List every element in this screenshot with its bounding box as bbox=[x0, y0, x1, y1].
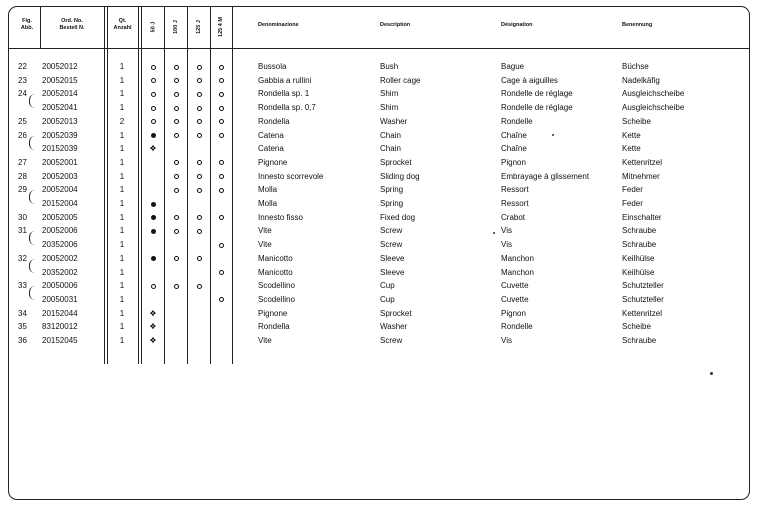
german-name: Scheibe bbox=[622, 116, 651, 126]
filled-dot-icon bbox=[151, 256, 156, 261]
english-name: Bush bbox=[380, 62, 399, 71]
quantity: 1 bbox=[119, 144, 125, 154]
order-number: 20152039 bbox=[42, 144, 78, 154]
model-applicability-mark bbox=[164, 156, 188, 170]
scan-speck bbox=[493, 232, 495, 234]
model-applicability-mark bbox=[187, 170, 211, 184]
model-applicability-mark bbox=[141, 279, 165, 293]
english-name: Screw bbox=[380, 240, 403, 250]
english-name: Shim bbox=[380, 103, 399, 113]
quantity: 1 bbox=[119, 75, 125, 85]
open-circle-icon bbox=[174, 215, 179, 220]
model-applicability-mark bbox=[141, 87, 165, 101]
quantity: 1 bbox=[119, 294, 125, 304]
german-name: Kettenritzel bbox=[622, 157, 663, 167]
model-applicability-mark bbox=[187, 156, 211, 170]
french-name: Vis bbox=[501, 336, 512, 345]
english-name: Sprocket bbox=[380, 308, 412, 318]
german-name: Keilhülse bbox=[622, 253, 655, 263]
model-applicability-mark bbox=[209, 115, 233, 129]
table-row bbox=[0, 74, 760, 88]
model-applicability-mark bbox=[164, 60, 188, 74]
french-name: Vis bbox=[501, 226, 512, 236]
scan-speck bbox=[552, 134, 554, 136]
order-number: 20052006 bbox=[42, 226, 78, 236]
model-header-label: 125 4 M bbox=[218, 17, 224, 37]
open-circle-icon bbox=[197, 92, 202, 97]
model-applicability-mark bbox=[141, 142, 165, 156]
quantity: 1 bbox=[119, 130, 125, 140]
filled-dot-icon bbox=[151, 202, 156, 207]
order-number: 20052014 bbox=[42, 89, 78, 99]
quantity-header-line: Qt. bbox=[118, 18, 127, 24]
english-name: Fixed dog bbox=[380, 212, 416, 222]
quantity: 1 bbox=[119, 308, 125, 318]
italian-name: Rondella sp. 1 bbox=[258, 89, 310, 99]
italian-name: Innesto scorrevole bbox=[258, 171, 324, 181]
open-circle-icon bbox=[174, 188, 179, 193]
french-name: Bague bbox=[501, 62, 525, 71]
model-applicability-mark bbox=[209, 129, 233, 143]
italian-name: Innesto fisso bbox=[258, 212, 303, 222]
open-circle-icon bbox=[174, 256, 179, 261]
open-circle-icon bbox=[219, 106, 224, 111]
german-name: Schraube bbox=[622, 336, 657, 345]
german-name: Schutzteller bbox=[622, 281, 664, 291]
model-applicability-mark bbox=[164, 252, 188, 266]
french-name: Manchon bbox=[501, 253, 534, 263]
german-name: Kette bbox=[622, 144, 641, 154]
fig-number: 34 bbox=[18, 308, 27, 318]
italian-name: Vite bbox=[258, 336, 272, 345]
quantity-header-line: Anzahl bbox=[113, 25, 132, 31]
order-number: 20052001 bbox=[42, 157, 78, 167]
quantity: 1 bbox=[119, 185, 125, 195]
model-applicability-mark bbox=[187, 87, 211, 101]
english-name: Washer bbox=[380, 322, 408, 332]
model-header-label: 100 J bbox=[172, 20, 179, 34]
open-circle-icon bbox=[219, 92, 224, 97]
french-name: Rondelle de réglage bbox=[501, 89, 573, 99]
model-applicability-mark bbox=[141, 129, 165, 143]
english-name: Cup bbox=[380, 294, 395, 304]
order-number: 20052003 bbox=[42, 171, 78, 181]
order-header-line: Bestell N. bbox=[59, 25, 85, 31]
model-applicability-mark bbox=[141, 252, 165, 266]
open-circle-icon bbox=[219, 133, 224, 138]
table-row bbox=[0, 156, 760, 170]
italian-name: Rondella bbox=[258, 116, 290, 126]
order-number: 20352006 bbox=[42, 240, 78, 250]
quantity: 1 bbox=[119, 62, 125, 71]
open-circle-icon bbox=[151, 106, 156, 111]
open-circle-icon bbox=[219, 297, 224, 302]
open-circle-icon bbox=[197, 188, 202, 193]
order-number: 20152044 bbox=[42, 308, 78, 318]
german-name: Schraube bbox=[622, 226, 657, 236]
quantity: 1 bbox=[119, 336, 125, 345]
english-name: Roller cage bbox=[380, 75, 421, 85]
italian-name: Rondella sp. 0,7 bbox=[258, 103, 316, 113]
model-applicability-mark bbox=[209, 87, 233, 101]
table-row bbox=[0, 334, 760, 348]
open-circle-icon bbox=[197, 119, 202, 124]
fig-number: 27 bbox=[18, 157, 27, 167]
open-circle-icon bbox=[197, 133, 202, 138]
order-number: 20050031 bbox=[42, 294, 78, 304]
model-header-label: 125 J bbox=[195, 20, 202, 34]
model-applicability-mark bbox=[141, 197, 165, 211]
open-circle-icon bbox=[151, 92, 156, 97]
diamond-cross-icon: ❖ bbox=[149, 308, 157, 318]
french-name: Pignon bbox=[501, 308, 526, 318]
order-number: 20052041 bbox=[42, 103, 78, 113]
quantity: 1 bbox=[119, 226, 125, 236]
quantity: 1 bbox=[119, 103, 125, 113]
filled-dot-icon bbox=[151, 229, 156, 234]
order-number: 20052005 bbox=[42, 212, 78, 222]
model-applicability-mark bbox=[164, 279, 188, 293]
german-name: Scheibe bbox=[622, 322, 651, 332]
table-row bbox=[0, 60, 760, 74]
table-row bbox=[0, 87, 760, 101]
english-name: Chain bbox=[380, 144, 401, 154]
model-applicability-mark bbox=[141, 115, 165, 129]
model-applicability-mark bbox=[164, 183, 188, 197]
fig-number: 29 bbox=[18, 185, 27, 195]
german-name: Keilhülse bbox=[622, 267, 655, 277]
model-applicability-mark bbox=[141, 334, 165, 348]
fig-header-line: Fig. bbox=[22, 18, 32, 24]
model-applicability-mark bbox=[187, 252, 211, 266]
quantity: 1 bbox=[119, 171, 125, 181]
english-name: Sliding dog bbox=[380, 171, 420, 181]
open-circle-icon bbox=[197, 106, 202, 111]
open-circle-icon bbox=[174, 229, 179, 234]
open-circle-icon bbox=[219, 243, 224, 248]
open-circle-icon bbox=[219, 65, 224, 70]
table-row bbox=[0, 170, 760, 184]
french-name: Crabot bbox=[501, 212, 526, 222]
model-applicability-mark bbox=[209, 60, 233, 74]
italian-header: Denominazione bbox=[258, 22, 299, 28]
open-circle-icon bbox=[197, 229, 202, 234]
table-row bbox=[0, 211, 760, 225]
french-name: Ressort bbox=[501, 185, 529, 195]
order-number: 20052039 bbox=[42, 130, 78, 140]
french-name: Rondelle de réglage bbox=[501, 103, 573, 113]
french-name: Cuvette bbox=[501, 281, 529, 291]
model-header-label: 50 J bbox=[150, 21, 156, 33]
order-number: 20152045 bbox=[42, 336, 78, 345]
german-name: Schutzteller bbox=[622, 294, 664, 304]
model-applicability-mark bbox=[209, 266, 233, 280]
model-applicability-mark bbox=[164, 170, 188, 184]
model-applicability-mark bbox=[187, 224, 211, 238]
model-applicability-mark bbox=[164, 74, 188, 88]
table-row bbox=[0, 224, 760, 238]
italian-name: Scodellino bbox=[258, 281, 295, 291]
filled-dot-icon bbox=[151, 133, 156, 138]
order-number: 20052015 bbox=[42, 75, 78, 85]
french-name: Ressort bbox=[501, 199, 529, 208]
fig-number: 36 bbox=[18, 336, 27, 345]
model-applicability-mark bbox=[187, 101, 211, 115]
italian-name: Catena bbox=[258, 130, 284, 140]
model-applicability-mark bbox=[141, 320, 165, 334]
table-row bbox=[0, 197, 760, 211]
english-name: Screw bbox=[380, 336, 403, 345]
quantity: 1 bbox=[119, 199, 125, 208]
german-name: Schraube bbox=[622, 240, 657, 250]
open-circle-icon bbox=[151, 284, 156, 289]
open-circle-icon bbox=[197, 256, 202, 261]
model-applicability-mark bbox=[187, 211, 211, 225]
model-applicability-mark bbox=[187, 129, 211, 143]
quantity: 1 bbox=[119, 157, 125, 167]
model-applicability-mark bbox=[209, 293, 233, 307]
french-name: Vis bbox=[501, 240, 512, 250]
english-name: Spring bbox=[380, 199, 404, 208]
open-circle-icon bbox=[197, 215, 202, 220]
fig-number: 26 bbox=[18, 130, 27, 140]
open-circle-icon bbox=[174, 119, 179, 124]
french-name: Pignon bbox=[501, 157, 526, 167]
italian-name: Pignone bbox=[258, 157, 288, 167]
italian-name: Molla bbox=[258, 185, 278, 195]
table-row bbox=[0, 252, 760, 266]
open-circle-icon bbox=[151, 78, 156, 83]
filled-dot-icon bbox=[151, 215, 156, 220]
quantity: 2 bbox=[119, 116, 125, 126]
open-circle-icon bbox=[219, 215, 224, 220]
open-circle-icon bbox=[174, 284, 179, 289]
italian-name: Pignone bbox=[258, 308, 288, 318]
fig-number: 28 bbox=[18, 171, 27, 181]
italian-name: Bussola bbox=[258, 62, 287, 71]
fig-number: 31 bbox=[18, 226, 27, 236]
model-applicability-mark bbox=[141, 101, 165, 115]
english-name: Sleeve bbox=[380, 267, 405, 277]
german-name: Büchse bbox=[622, 62, 649, 71]
order-number: 20052013 bbox=[42, 116, 78, 126]
model-applicability-mark bbox=[209, 238, 233, 252]
french-name: Cuvette bbox=[501, 294, 529, 304]
italian-name: Molla bbox=[258, 199, 278, 208]
table-row bbox=[0, 320, 760, 334]
italian-name: Scodellino bbox=[258, 294, 295, 304]
model-applicability-mark bbox=[141, 224, 165, 238]
english-header: Description bbox=[380, 22, 411, 28]
table-row bbox=[0, 293, 760, 307]
quantity: 1 bbox=[119, 253, 125, 263]
open-circle-icon bbox=[219, 174, 224, 179]
fig-number: 33 bbox=[18, 281, 27, 291]
table-row bbox=[0, 115, 760, 129]
quantity: 1 bbox=[119, 240, 125, 250]
diamond-cross-icon: ❖ bbox=[149, 336, 157, 345]
open-circle-icon bbox=[151, 119, 156, 124]
table-row bbox=[0, 238, 760, 252]
quantity: 1 bbox=[119, 281, 125, 291]
german-name: Feder bbox=[622, 199, 643, 208]
french-name: Embrayage à glissement bbox=[501, 171, 590, 181]
french-header: Désignation bbox=[501, 22, 533, 28]
open-circle-icon bbox=[174, 65, 179, 70]
fig-number: 25 bbox=[18, 116, 27, 126]
model-applicability-mark bbox=[164, 129, 188, 143]
quantity: 1 bbox=[119, 267, 125, 277]
model-applicability-mark bbox=[164, 211, 188, 225]
order-number: 20152004 bbox=[42, 199, 78, 208]
german-name: Kettenritzel bbox=[622, 308, 663, 318]
model-applicability-mark bbox=[164, 115, 188, 129]
open-circle-icon bbox=[197, 174, 202, 179]
french-name: Cage à aiguilles bbox=[501, 75, 558, 85]
open-circle-icon bbox=[219, 78, 224, 83]
english-name: Chain bbox=[380, 130, 401, 140]
scan-speck bbox=[710, 372, 713, 375]
model-applicability-mark bbox=[209, 183, 233, 197]
german-name: Einschalter bbox=[622, 212, 662, 222]
model-applicability-mark bbox=[187, 279, 211, 293]
quantity: 1 bbox=[119, 89, 125, 99]
order-number: 20052004 bbox=[42, 185, 78, 195]
diamond-cross-icon: ❖ bbox=[149, 144, 157, 154]
model-applicability-mark bbox=[209, 74, 233, 88]
order-number: 20052012 bbox=[42, 62, 78, 71]
italian-name: Manicotto bbox=[258, 267, 293, 277]
french-name: Rondelle bbox=[501, 322, 533, 332]
german-name: Kette bbox=[622, 130, 641, 140]
open-circle-icon bbox=[174, 106, 179, 111]
table-row bbox=[0, 307, 760, 321]
italian-name: Vite bbox=[258, 240, 272, 250]
italian-name: Gabbia a rullini bbox=[258, 75, 312, 85]
fig-number: 35 bbox=[18, 322, 27, 332]
quantity: 1 bbox=[119, 322, 125, 332]
model-applicability-mark bbox=[141, 307, 165, 321]
italian-name: Manicotto bbox=[258, 253, 293, 263]
open-circle-icon bbox=[197, 160, 202, 165]
open-circle-icon bbox=[174, 92, 179, 97]
model-applicability-mark bbox=[141, 74, 165, 88]
french-name: Rondelle bbox=[501, 116, 533, 126]
fig-number: 24 bbox=[18, 89, 27, 99]
table-row bbox=[0, 101, 760, 115]
open-circle-icon bbox=[174, 160, 179, 165]
model-applicability-mark bbox=[164, 101, 188, 115]
english-name: Sleeve bbox=[380, 253, 405, 263]
model-applicability-mark bbox=[187, 74, 211, 88]
open-circle-icon bbox=[151, 65, 156, 70]
model-applicability-mark bbox=[209, 156, 233, 170]
model-applicability-mark bbox=[164, 87, 188, 101]
english-name: Spring bbox=[380, 185, 404, 195]
italian-name: Rondella bbox=[258, 322, 290, 332]
model-applicability-mark bbox=[209, 211, 233, 225]
open-circle-icon bbox=[219, 188, 224, 193]
table-row bbox=[0, 279, 760, 293]
open-circle-icon bbox=[174, 78, 179, 83]
english-name: Shim bbox=[380, 89, 399, 99]
model-applicability-mark bbox=[141, 211, 165, 225]
english-name: Cup bbox=[380, 281, 395, 291]
fig-number: 23 bbox=[18, 75, 27, 85]
order-number: 20352002 bbox=[42, 267, 78, 277]
model-applicability-mark bbox=[187, 183, 211, 197]
french-name: Manchon bbox=[501, 267, 534, 277]
table-row bbox=[0, 183, 760, 197]
model-applicability-mark bbox=[187, 115, 211, 129]
german-name: Feder bbox=[622, 185, 643, 195]
diamond-cross-icon: ❖ bbox=[149, 322, 157, 332]
german-name: Nadelkäfig bbox=[622, 75, 660, 85]
open-circle-icon bbox=[174, 174, 179, 179]
french-name: Chaîne bbox=[501, 144, 527, 154]
fig-number: 22 bbox=[18, 62, 27, 71]
open-circle-icon bbox=[219, 270, 224, 275]
open-circle-icon bbox=[197, 284, 202, 289]
fig-number: 32 bbox=[18, 253, 27, 263]
english-name: Sprocket bbox=[380, 157, 412, 167]
german-header: Benennung bbox=[622, 22, 653, 28]
fig-header-line: Abb. bbox=[20, 25, 34, 31]
english-name: Screw bbox=[380, 226, 403, 236]
open-circle-icon bbox=[197, 78, 202, 83]
order-number: 20052002 bbox=[42, 253, 78, 263]
german-name: Ausgleichscheibe bbox=[622, 103, 685, 113]
model-applicability-mark bbox=[209, 101, 233, 115]
table-row bbox=[0, 266, 760, 280]
fig-number: 30 bbox=[18, 212, 27, 222]
model-applicability-mark bbox=[187, 60, 211, 74]
order-number: 83120012 bbox=[42, 322, 78, 332]
open-circle-icon bbox=[197, 65, 202, 70]
german-name: Ausgleichscheibe bbox=[622, 89, 685, 99]
open-circle-icon bbox=[219, 160, 224, 165]
table-row bbox=[0, 142, 760, 156]
german-name: Mitnehmer bbox=[622, 171, 660, 181]
english-name: Washer bbox=[380, 116, 408, 126]
order-header-line: Ord. No. bbox=[61, 18, 83, 24]
italian-name: Catena bbox=[258, 144, 284, 154]
open-circle-icon bbox=[219, 119, 224, 124]
table-row bbox=[0, 129, 760, 143]
model-applicability-mark bbox=[209, 170, 233, 184]
quantity: 1 bbox=[119, 212, 125, 222]
order-number: 20050006 bbox=[42, 281, 78, 291]
model-applicability-mark bbox=[164, 224, 188, 238]
italian-name: Vite bbox=[258, 226, 272, 236]
french-name: Chaîne bbox=[501, 130, 527, 140]
open-circle-icon bbox=[174, 133, 179, 138]
model-applicability-mark bbox=[141, 60, 165, 74]
